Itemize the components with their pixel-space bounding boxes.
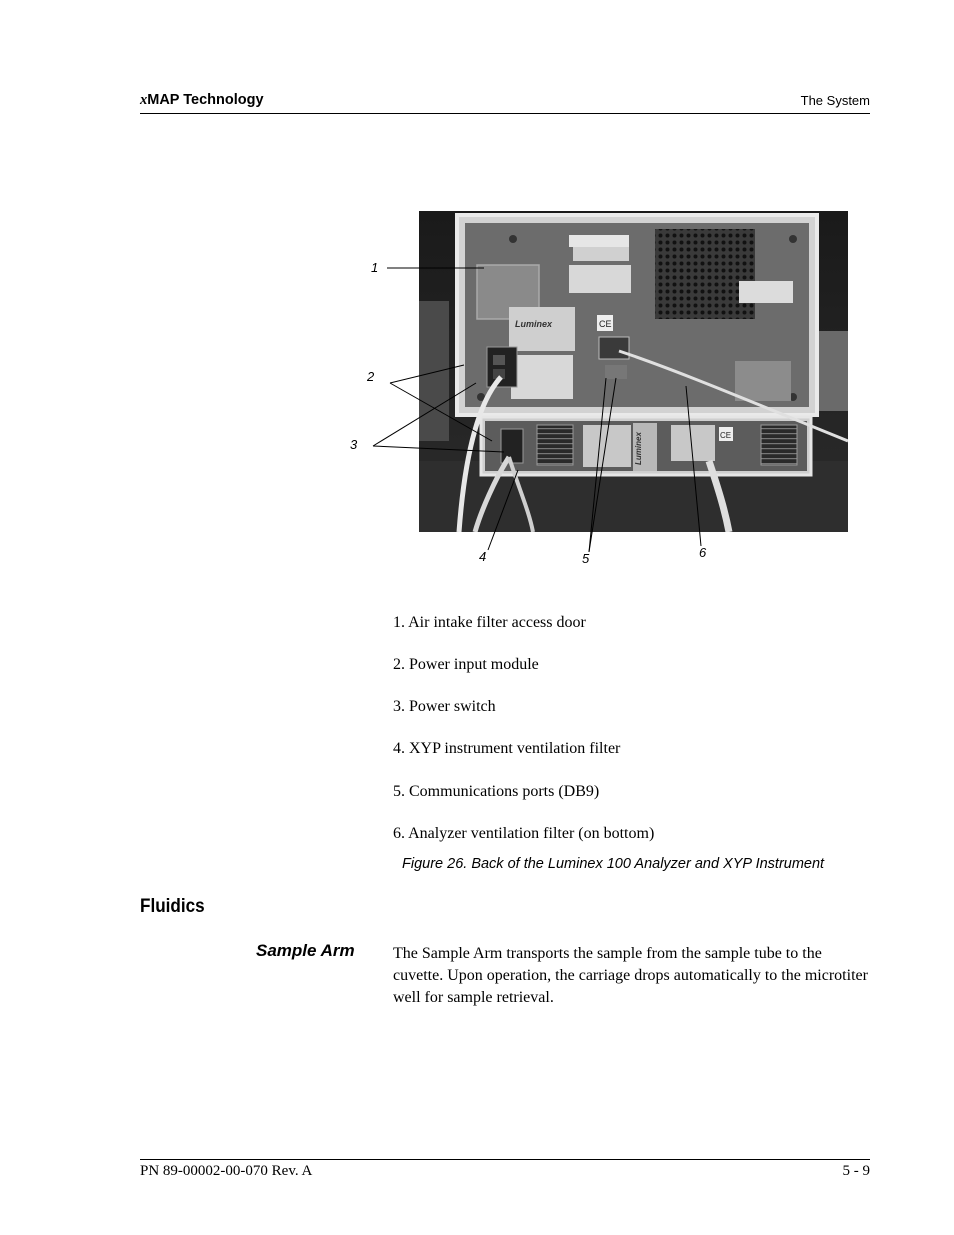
subsection-body: The Sample Arm transports the sample from the sample tube to the cuvette. Upon operation, the carriage drops automatically to the microtiter well for sample retrieval. [393,945,868,1006]
legend-item-5: 5. Communications ports (DB9) [393,783,600,800]
callout-leader-lines [340,250,760,570]
figure-caption: Figure 26. Back of the Luminex 100 Analyzer and XYP Instrument [402,856,825,872]
footer-rule [140,1159,870,1160]
legend-item-1: 1. Air intake filter access door [393,614,586,631]
header-title-rest: MAP Technology [147,92,264,108]
lower-ce-mark: CE [720,431,732,440]
legend-item-3: 3. Power switch [393,698,496,715]
legend-item-6: 6. Analyzer ventilation filter (on bottom) [393,825,655,842]
upper-brand-label: Luminex [515,319,553,329]
subsection-title: Sample Arm [256,941,355,960]
callout-5: 5 [582,551,590,566]
lower-brand-label: Luminex [634,432,643,465]
header-rule [140,113,870,114]
legend-item-2: 2. Power input module [393,656,539,673]
footer-page-number: 5 - 9 [842,1163,870,1179]
upper-ce-mark: CE [599,319,612,329]
callout-3: 3 [350,437,358,452]
header-title-prefix: x [140,92,148,108]
callout-6: 6 [699,545,707,560]
legend-item-4: 4. XYP instrument ventilation filter [393,740,621,757]
footer-part-number: PN 89-00002-00-070 Rev. A [140,1163,313,1179]
callout-1: 1 [371,260,379,275]
section-title: Fluidics [140,896,205,917]
callout-4: 4 [479,549,487,564]
callout-2: 2 [367,369,375,384]
running-header-section: The System [800,93,870,108]
running-header-title [140,92,264,109]
